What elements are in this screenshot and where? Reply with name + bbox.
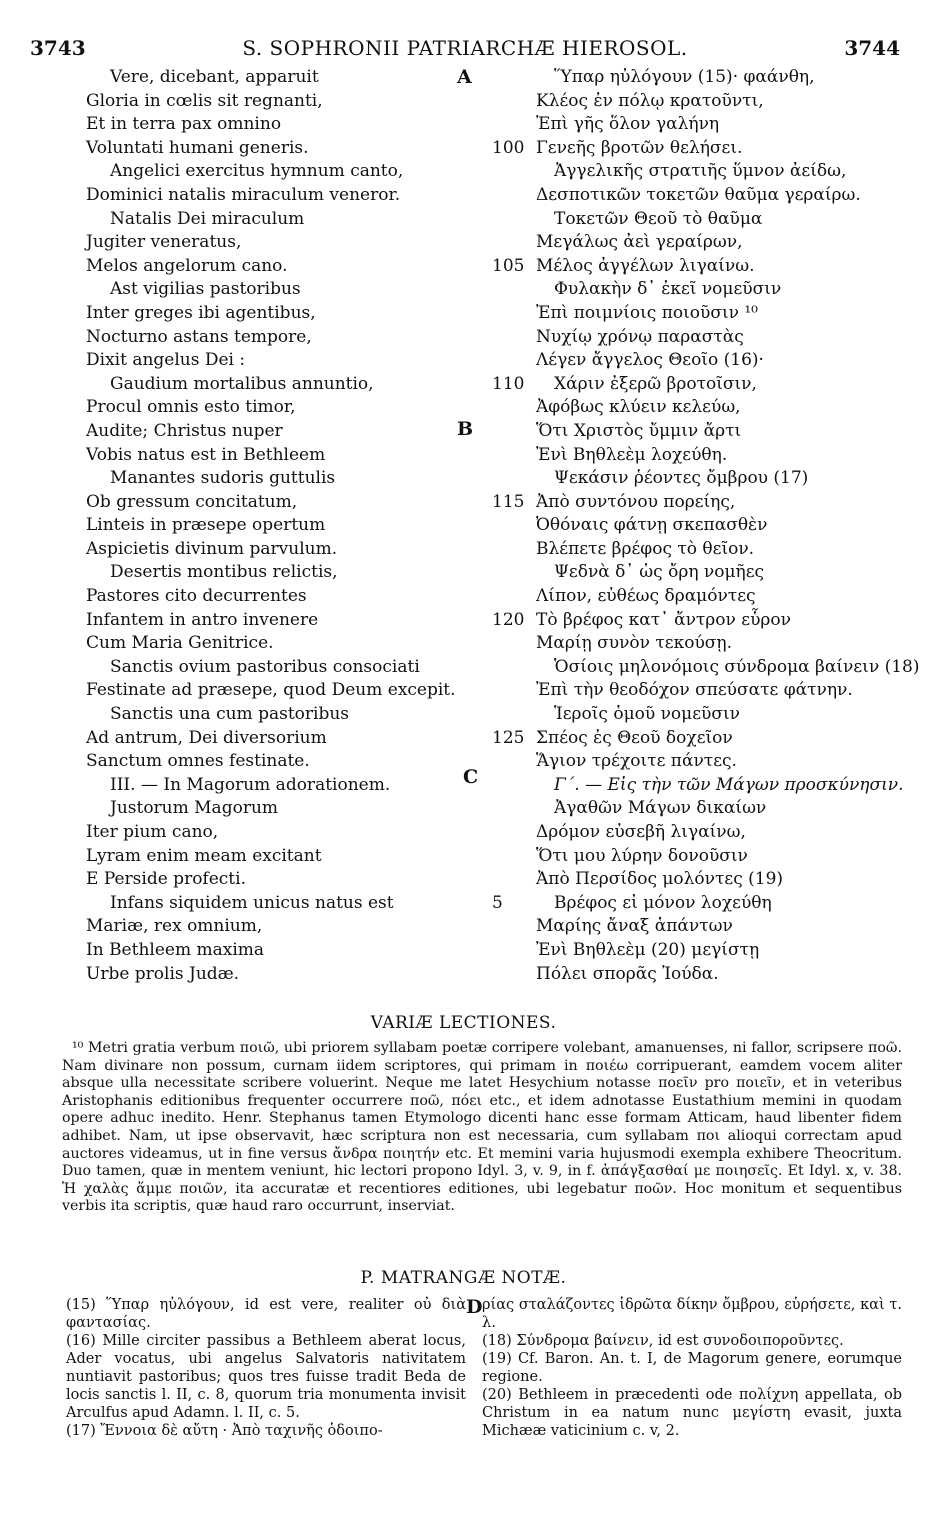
greek-verse-text: Ὅτι Χριστὸς ὔμμιν ἄρτι (536, 420, 742, 441)
greek-verse-line (492, 302, 912, 326)
greek-verse-text: Βλέπετε βρέφος τὸ θεῖον. (536, 538, 755, 559)
verse-number: 105 (492, 255, 525, 276)
greek-verse-text: Ὅτι μου λύρην δονοῦσιν (536, 845, 748, 866)
latin-verse-line: Sanctis una cum pastoribus (110, 704, 350, 725)
greek-verse-text: Ἀπὸ Περσίδος μολόντες (19) (536, 869, 784, 890)
right-column-number: 3744 (844, 36, 900, 60)
latin-verse-line: Angelici exercitus hymnum canto, (110, 161, 404, 182)
latin-verse-line: Nocturno astans tempore, (86, 326, 312, 347)
greek-verse-text: Φυλακὴν δ᾽ ἐκεῖ νομεῦσιν (554, 279, 782, 300)
greek-verse-text: Δρόμον εὐσεβῆ λιγαίνω, (536, 822, 746, 842)
verse-number: 120 (492, 609, 525, 630)
latin-verse-line: Festinate ad præsepe, quod Deum excepit. (86, 680, 456, 701)
greek-verse-text: Ὕπαρ ηὐλόγουν (15)· φαάνθη, (554, 67, 815, 87)
greek-verse-text: Μεγάλως ἀεὶ γεραίρων, (536, 232, 743, 253)
greek-verse-line (492, 703, 912, 727)
latin-verse-line: Ob gressum concitatum, (86, 491, 298, 512)
notes-left-column (66, 1296, 466, 1440)
notes-right-column (482, 1296, 902, 1440)
greek-verse-text: Λέγεν ἄγγελος Θεοῖο (16)· (536, 350, 764, 371)
latin-verse-line: Jugiter veneratus, (86, 232, 242, 253)
latin-verse-line: Gloria in cœlis sit regnanti, (86, 90, 323, 111)
latin-verse-line: Ad antrum, Dei diversorium (86, 727, 327, 748)
greek-verse-line (492, 396, 912, 420)
greek-verse-line (492, 845, 912, 869)
latin-verse-line: Ast vigilias pastoribus (110, 279, 301, 300)
latin-verse-line: Sanctis ovium pastoribus consociati (110, 656, 420, 677)
latin-verse-line: Cum Maria Genitrice. (86, 633, 274, 654)
greek-verse-line (492, 538, 912, 562)
latin-verse-line: Dixit angelus Dei : (86, 350, 246, 371)
page-header (30, 36, 900, 62)
margin-marker-c: C (463, 766, 479, 788)
latin-verse-line: Vere, dicebant, apparuit (110, 67, 319, 87)
greek-verse-line (492, 184, 912, 208)
notes-title: P. MATRANGÆ NOTÆ. (360, 1268, 567, 1288)
greek-poem-column (492, 66, 920, 986)
greek-verse-line (492, 609, 912, 633)
latin-verse-line: Infans siquidem unicus natus est (110, 892, 394, 913)
greek-verse-line (492, 750, 912, 774)
greek-verse-text: Ἐνὶ Βηθλεὲμ (20) μεγίστῃ (536, 939, 760, 960)
verse-number: 125 (492, 727, 525, 748)
greek-verse-text: Ἐπὶ ποιμνίοις ποιοῦσιν ¹⁰ (536, 302, 758, 323)
latin-verse-line: Audite; Christus nuper (86, 420, 283, 441)
latin-verse-line: Inter greges ibi agentibus, (86, 302, 316, 323)
latin-verse-line: Et in terra pax omnino (86, 114, 282, 135)
greek-verse-text: Σπέος ἐς Θεοῦ δοχεῖον (536, 727, 733, 748)
verse-number: 100 (492, 137, 525, 158)
latin-verse-line: In Bethleem maxima (86, 939, 265, 960)
latin-verse-line: Mariæ, rex omnium, (86, 916, 263, 937)
greek-verse-text: Ψεκάσιν ῥέοντες ὄμβρου (17) (554, 468, 809, 489)
variant-reading-note: ¹⁰ Metri gratia verbum ποιῶ, ubi priorem syllabam poetæ corripere volebant, amanuenses, ni fallor, scripsere ποῶ. Nam divinare non possum, curnam iidem scriptores, qui primam in ποιέω corripuerant, eamdem vocem aliter absque ulla necessitate scribere voluerint. Neque me latet Hesychium notasse ποεῖν pro ποιεῖν, et in veteribus Aristophanis editionibus frequenter occurrere ποῶ, πόει etc., et idem adnotasse Eustathium memini in quodam opere adhuc inedito. Henr. Stephanus tamen Etymologo dicenti hanc esse formam Atticam, haud libenter fidem adhibet. Nam, ut ipse observavit, hæc scriptura non est necessaria, cum syllabam ποι alioqui correctam apud auctores videamus, ut in fine versus ἄνδρα ποιητήν etc. Et memini varia hujusmodi exempla exhibere Theocritum. Duo tamen, quæ in mentem veniunt, hic lectori propono Idyl. 3, v. 9, in f. ἀπάγξασθαί με ποιησεῖς. Et Idyl. x, v. 38. Ἡ χαλὰς ἅμμε ποιῶν, ita accuratæ et recentiores editiones, ubi legebatur ποῶν. Hoc monitum et sequentibus verbis ita scriptis, quæ haud raro occurrunt, inserviat. (62, 1040, 902, 1215)
footnote-paragraph: (18) Σύνδρομα βαίνειν, id est συνοδοιποροῦντες. (482, 1333, 844, 1349)
footnote-paragraph: (16) Mille circiter passibus a Bethleem aberat locus, Ader vocatus, ubi angelus Salvatoris nativitatem nuntiavit pastoribus; quos tres fuisse tradit Beda de locis sanctis l. II, c. 8, quorum tria monumenta invisit Arculfus apud Adamn. l. II, c. 5. (66, 1333, 466, 1421)
latin-verse-line: Dominici natalis miraculum veneror. (86, 184, 401, 205)
left-column-number: 3743 (30, 36, 86, 60)
margin-marker-a: A (457, 66, 472, 88)
greek-verse-line (492, 113, 912, 137)
greek-verse-line (492, 137, 912, 161)
greek-verse-line (492, 373, 912, 397)
margin-marker-b: B (457, 418, 474, 440)
greek-verse-line (492, 797, 912, 821)
greek-verse-text: Ἀπὸ συντόνου πορείης, (536, 491, 736, 512)
greek-verse-text: Ὀθόναις φάτνῃ σκεπασθὲν (536, 515, 768, 536)
greek-verse-text: Ψεδνὰ δ᾽ ὡς ὄρη νομῆες (554, 562, 765, 583)
greek-verse-line (492, 774, 912, 798)
latin-verse-line: Natalis Dei miraculum (110, 208, 305, 229)
latin-verse-line: Melos angelorum cano. (86, 255, 288, 276)
greek-verse-line (492, 160, 912, 184)
footnote-paragraph: (19) Cf. Baron. An. t. I, de Magorum genere, eorumque regione. (482, 1351, 902, 1385)
greek-verse-line (492, 326, 912, 350)
latin-verse-line: Justorum Magorum (110, 798, 279, 819)
greek-verse-line (492, 963, 912, 987)
greek-verse-line (492, 467, 912, 491)
latin-verse-line: Iter pium cano, (86, 822, 219, 842)
footnote-paragraph: (20) Bethleem in præcedenti ode πολίχνη appellata, ob Christum in ea natum nunc μεγίστη evasit, juxta Michææ vaticinium c. v, 2. (482, 1387, 902, 1439)
greek-verse-text: Γ΄. — Εἰς τὴν τῶν Μάγων προσκύνησιν. (554, 774, 904, 795)
greek-verse-text: Γενεῆς βροτῶν θελήσει. (536, 137, 743, 158)
latin-verse-line: Procul omnis esto timor, (86, 397, 296, 418)
greek-verse-text: Μέλος ἀγγέλων λιγαίνω. (536, 255, 755, 276)
latin-verse-line: Desertis montibus relictis, (110, 562, 338, 583)
latin-verse-line: Lyram enim meam excitant (86, 845, 322, 866)
greek-verse-text: Ἐπὶ γῆς ὅλον γαλήνη (536, 114, 720, 135)
latin-verse-line: Aspicietis divinum parvulum. (86, 538, 338, 559)
greek-verse-line (492, 632, 912, 656)
greek-verse-text: Δεσποτικῶν τοκετῶν θαῦμα γεραίρω. (536, 184, 861, 205)
greek-verse-line (492, 278, 912, 302)
greek-verse-line (492, 656, 920, 680)
latin-verse-line: Vobis natus est in Bethleem (86, 444, 326, 465)
greek-verse-line (492, 727, 912, 751)
greek-verse-text: Κλέος ἐν πόλῳ κρατοῦντι, (536, 90, 764, 111)
latin-poem-column (86, 66, 456, 986)
greek-verse-text: Ἀγαθῶν Μάγων δικαίων (554, 798, 767, 819)
latin-verse-line: Linteis in præsepe opertum (86, 515, 326, 536)
footnote-paragraph: (15) Ὕπαρ ηὐλόγουν, id est vere, realiter οὐ διὰ φαντασίας. (66, 1297, 466, 1331)
greek-verse-line (492, 420, 912, 444)
greek-verse-line (492, 561, 912, 585)
running-title: S. SOPHRONII PATRIARCHÆ HIEROSOL. (242, 36, 688, 60)
greek-verse-text: Νυχίῳ χρόνῳ παραστὰς (536, 326, 744, 347)
greek-verse-line (492, 679, 912, 703)
latin-verse-line: Manantes sudoris guttulis (110, 468, 336, 489)
greek-verse-text: Ἀφόβως κλύειν κελεύω, (536, 397, 741, 418)
greek-verse-text: Μαρίης ἄναξ ἁπάντων (536, 916, 733, 937)
footnote-paragraph: (17) Ἔννοια δὲ αὔτη · Ἀπὸ ταχινῆς ὁδοιπο- (66, 1423, 383, 1439)
greek-verse-line (492, 868, 912, 892)
greek-verse-line (492, 90, 912, 114)
greek-verse-text: Τοκετῶν Θεοῦ τὸ θαῦμα (554, 208, 763, 229)
greek-verse-line (492, 444, 912, 468)
greek-verse-text: Μαρίῃ συνὸν τεκούσῃ. (536, 633, 732, 654)
greek-verse-text: Ἀγγελικῆς στρατιῆς ὕμνον ἀείδω, (554, 161, 847, 182)
latin-verse-line: Pastores cito decurrentes (86, 586, 307, 607)
greek-verse-line (492, 208, 912, 232)
verse-number: 110 (492, 373, 525, 394)
latin-verse-line: Sanctum omnes festinate. (86, 751, 310, 772)
latin-verse-line: Infantem in antro invenere (86, 609, 319, 630)
greek-verse-line (492, 255, 912, 279)
greek-verse-text: Ὁσίοις μηλονόμοις σύνδρομα βαίνειν (18) (554, 656, 920, 677)
variae-lectiones-title: VARIÆ LECTIONES. (370, 1013, 557, 1033)
greek-verse-text: Τὸ βρέφος κατ᾽ ἄντρον εὗρον (536, 609, 791, 630)
greek-verse-text: Ἐνὶ Βηθλεὲμ λοχεύθη. (536, 444, 728, 465)
greek-verse-line (492, 821, 912, 845)
latin-verse-line: Voluntati humani generis. (86, 137, 309, 158)
greek-verse-text: Ἅγιον τρέχοιτε πάντες. (536, 751, 737, 772)
greek-verse-text: Βρέφος εἰ μόνον λοχεύθη (554, 892, 772, 913)
greek-verse-line (492, 66, 912, 90)
greek-verse-text: Ἐπὶ τὴν θεοδόχον σπεύσατε φάτνην. (536, 680, 853, 701)
latin-verse-line: Urbe prolis Judæ. (86, 963, 240, 984)
margin-marker-d: D (466, 1296, 483, 1318)
latin-verse-line: E Perside profecti. (86, 869, 246, 890)
greek-verse-text: Χάριν ἐξερῶ βροτοῖσιν, (554, 373, 757, 394)
greek-verse-line (492, 231, 912, 255)
greek-verse-text: Πόλει σπορᾶς Ἰούδα. (536, 963, 719, 984)
verse-number: 5 (492, 892, 503, 913)
greek-verse-text: Λίπον, εὐθέως δραμόντες (536, 586, 756, 607)
greek-verse-line (492, 349, 912, 373)
latin-verse-line: III. — In Magorum adorationem. (110, 774, 391, 795)
greek-verse-line (492, 514, 912, 538)
greek-verse-line (492, 915, 912, 939)
variae-lectiones-text (62, 1040, 902, 1216)
latin-verse-line: Gaudium mortalibus annuntio, (110, 373, 374, 394)
verse-number: 115 (492, 491, 525, 512)
greek-verse-line (492, 491, 912, 515)
greek-verse-line (492, 892, 912, 916)
footnote-paragraph: ρίας σταλάζοντες ἱδρῶτα δίκην ὄμβρου, εὑρήσετε, καὶ τ. λ. (482, 1297, 902, 1331)
greek-verse-line (492, 939, 912, 963)
greek-verse-text: Ἱεροῖς ὁμοῦ νομεῦσιν (554, 704, 740, 725)
greek-verse-line (492, 585, 912, 609)
